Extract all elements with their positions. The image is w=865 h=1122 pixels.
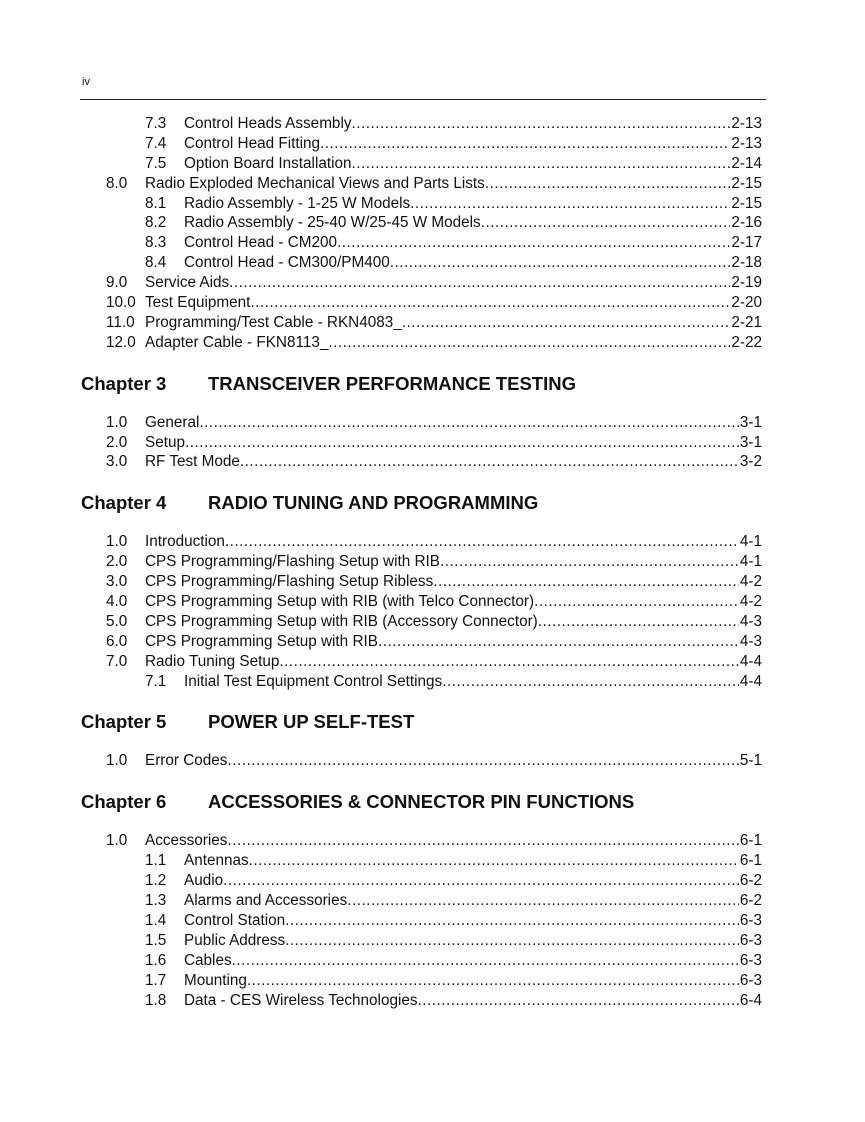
dot-leader — [440, 552, 739, 572]
toc-entry-title: CPS Programming Setup with RIB (with Telco Connector) — [145, 593, 535, 611]
dot-leader — [390, 253, 731, 273]
toc-entry[interactable] — [0, 213, 865, 233]
toc-entry[interactable] — [0, 174, 865, 194]
toc-entry-page: 4-3 — [739, 612, 762, 630]
toc-entry-number: 2.0 — [106, 433, 128, 451]
toc-entry[interactable] — [0, 652, 865, 672]
toc-entry-page: 2-15 — [731, 194, 762, 212]
dot-leader — [185, 433, 739, 453]
toc-entry-page: 4-2 — [739, 593, 762, 611]
toc-entry-title: Antennas — [184, 852, 249, 870]
dot-leader — [240, 452, 739, 472]
dot-leader — [481, 213, 731, 233]
toc-entry-title: Control Station — [184, 911, 286, 929]
toc-entry-title: CPS Programming/Flashing Setup Ribless — [145, 573, 434, 591]
toc-entry-number: 7.4 — [145, 134, 167, 152]
toc-entry-number: 8.1 — [145, 194, 167, 212]
toc-entry-number: 8.0 — [106, 174, 128, 192]
toc-entry-page: 6-2 — [739, 872, 762, 890]
toc-entry[interactable] — [0, 911, 865, 931]
toc-entry-title: Initial Test Equipment Control Settings — [184, 672, 443, 690]
toc-entry-number: 1.0 — [106, 832, 128, 850]
dot-leader — [285, 911, 739, 931]
dot-leader — [199, 413, 738, 433]
dot-leader — [225, 532, 739, 552]
chapter-heading — [0, 472, 865, 532]
dot-leader — [285, 931, 739, 951]
toc-entry-page: 6-3 — [739, 911, 762, 929]
toc-entry[interactable] — [0, 632, 865, 652]
dot-leader — [337, 233, 730, 253]
toc-entry-number: 7.0 — [106, 652, 128, 670]
toc-entry-page: 3-1 — [739, 433, 762, 451]
toc-entry-title: Service Aids — [145, 274, 230, 292]
toc-entry-page: 4-1 — [739, 533, 762, 551]
toc-entry[interactable] — [0, 612, 865, 632]
toc-entry-title: Programming/Test Cable - RKN4083_ — [145, 313, 402, 331]
toc-entry-page: 6-3 — [739, 931, 762, 949]
chapter-label: Chapter 3 — [81, 372, 167, 394]
toc-entry-page: 3-1 — [739, 413, 762, 431]
toc-entry[interactable] — [0, 572, 865, 592]
chapter-label: Chapter 6 — [81, 791, 167, 813]
toc-entry[interactable] — [0, 672, 865, 692]
dot-leader — [410, 194, 730, 214]
toc-entry-number: 2.0 — [106, 553, 128, 571]
toc-entry-number: 1.3 — [145, 892, 167, 910]
toc-entry-number: 8.4 — [145, 254, 167, 272]
toc-entry[interactable] — [0, 931, 865, 951]
toc-entry-title: Radio Exploded Mechanical Views and Parts Lists — [145, 174, 485, 192]
dot-leader — [232, 951, 739, 971]
toc-entry-number: 1.0 — [106, 752, 128, 770]
toc-entry-title: Data - CES Wireless Technologies — [184, 991, 418, 1009]
toc-entry-title: Radio Tuning Setup — [145, 652, 280, 670]
header-rule — [80, 99, 766, 100]
toc-entry-title: Control Head Fitting — [184, 134, 321, 152]
chapter-heading — [0, 691, 865, 751]
table-of-contents — [0, 114, 865, 1010]
dot-leader — [402, 313, 731, 333]
toc-entry-number: 3.0 — [106, 453, 128, 471]
toc-entry-title: Control Heads Assembly — [184, 115, 352, 132]
toc-entry-page: 2-13 — [731, 134, 762, 152]
toc-entry[interactable] — [0, 971, 865, 991]
dot-leader — [352, 114, 731, 134]
toc-entry-number: 1.6 — [145, 951, 167, 969]
toc-entry-number: 1.2 — [145, 872, 167, 890]
toc-entry-page: 2-22 — [731, 333, 762, 351]
page-number: iv — [82, 76, 90, 88]
toc-entry[interactable] — [0, 273, 865, 293]
toc-entry-number: 1.0 — [106, 413, 128, 431]
toc-entry[interactable] — [0, 552, 865, 572]
toc-entry-title: Alarms and Accessories — [184, 892, 348, 910]
toc-entry-title: General — [145, 413, 200, 431]
toc-entry-page: 2-21 — [731, 313, 762, 331]
toc-entry-title: Option Board Installation — [184, 154, 352, 172]
toc-entry[interactable] — [0, 592, 865, 612]
dot-leader — [249, 851, 739, 871]
toc-entry-title: Adapter Cable - FKN8113_ — [145, 333, 329, 351]
toc-entry[interactable] — [0, 433, 865, 453]
toc-entry-title: CPS Programming Setup with RIB (Accessory Connector) — [145, 612, 538, 630]
toc-entry-title: Introduction — [145, 533, 225, 551]
toc-entry-number: 7.5 — [145, 154, 167, 172]
toc-entry-number: 12.0 — [106, 333, 136, 351]
toc-entry-number: 7.1 — [145, 672, 167, 690]
toc-entry-page: 4-3 — [739, 632, 762, 650]
toc-entry-page: 2-15 — [731, 174, 762, 192]
dot-leader — [279, 652, 739, 672]
chapter-title: TRANSCEIVER PERFORMANCE TESTING — [208, 372, 576, 394]
toc-entry[interactable] — [0, 871, 865, 891]
toc-entry-page: 4-4 — [739, 672, 762, 690]
toc-entry-title: Mounting — [184, 971, 247, 989]
toc-entry[interactable] — [0, 233, 865, 253]
toc-entry-number: 1.4 — [145, 911, 167, 929]
chapter-heading — [0, 771, 865, 831]
toc-entry[interactable] — [0, 532, 865, 552]
toc-entry[interactable] — [0, 134, 865, 154]
toc-entry-title: CPS Programming/Flashing Setup with RIB — [145, 553, 441, 571]
toc-entry[interactable] — [0, 452, 865, 472]
toc-entry[interactable] — [0, 333, 865, 353]
toc-entry-number: 6.0 — [106, 632, 128, 650]
toc-entry-page: 2-16 — [731, 214, 762, 232]
toc-entry-number: 1.0 — [106, 533, 128, 551]
toc-entry-page: 2-19 — [731, 274, 762, 292]
toc-entry[interactable] — [0, 313, 865, 333]
toc-entry-page: 5-1 — [739, 752, 762, 770]
toc-entry-page: 4-2 — [739, 573, 762, 591]
toc-entry-page: 4-1 — [739, 553, 762, 571]
toc-entry-page: 2-20 — [731, 294, 762, 312]
toc-entry-title: Control Head - CM300/PM400 — [184, 254, 390, 272]
toc-entry-number: 7.3 — [145, 115, 167, 132]
toc-entry-page: 2-17 — [731, 234, 762, 252]
dot-leader — [534, 592, 739, 612]
toc-entry-title: Radio Assembly - 25-40 W/25-45 W Models — [184, 214, 481, 232]
toc-entry[interactable] — [0, 114, 865, 134]
toc-entry[interactable] — [0, 891, 865, 911]
toc-entry-title: Error Codes — [145, 752, 228, 770]
dot-leader — [328, 333, 730, 353]
toc-entry-title: Public Address — [184, 931, 286, 949]
chapter-title: RADIO TUNING AND PROGRAMMING — [208, 492, 539, 514]
toc-entry-number: 9.0 — [106, 274, 128, 292]
dot-leader — [320, 134, 730, 154]
toc-entry-number: 1.5 — [145, 931, 167, 949]
toc-entry[interactable] — [0, 951, 865, 971]
toc-entry-number: 5.0 — [106, 612, 128, 630]
toc-entry-page: 2-18 — [731, 254, 762, 272]
dot-leader — [352, 154, 731, 174]
toc-entry-number: 1.1 — [145, 852, 167, 870]
toc-entry-page: 6-3 — [739, 971, 762, 989]
toc-entry-number: 8.2 — [145, 214, 167, 232]
toc-entry-title: Cables — [184, 951, 232, 969]
dot-leader — [418, 991, 739, 1011]
toc-entry-title: Test Equipment — [145, 294, 251, 312]
chapter-title: ACCESSORIES & CONNECTOR PIN FUNCTIONS — [208, 791, 635, 813]
toc-entry-title: Setup — [145, 433, 185, 451]
dot-leader — [223, 871, 739, 891]
toc-entry-number: 1.8 — [145, 991, 167, 1009]
toc-entry[interactable] — [0, 851, 865, 871]
toc-entry-title: Audio — [184, 872, 224, 890]
toc-entry-number: 3.0 — [106, 573, 128, 591]
toc-entry-page: 6-2 — [739, 892, 762, 910]
toc-entry-title: Control Head - CM200 — [184, 234, 338, 252]
toc-entry-page: 4-4 — [739, 652, 762, 670]
toc-entry-number: 11.0 — [106, 313, 135, 331]
dot-leader — [442, 672, 739, 692]
toc-entry[interactable] — [0, 194, 865, 214]
dot-leader — [485, 174, 731, 194]
toc-entry[interactable] — [0, 831, 865, 851]
toc-entry-title: Radio Assembly - 1-25 W Models — [184, 194, 411, 212]
toc-entry-page: 6-1 — [739, 832, 762, 850]
toc-entry-title: CPS Programming Setup with RIB — [145, 632, 378, 650]
toc-entry[interactable] — [0, 154, 865, 174]
toc-entry[interactable] — [0, 751, 865, 771]
toc-entry-title: Accessories — [145, 832, 228, 850]
toc-entry-number: 8.3 — [145, 234, 167, 252]
toc-entry-title: RF Test Mode — [145, 453, 240, 471]
chapter-label: Chapter 4 — [81, 492, 167, 514]
toc-entry-page: 2-13 — [731, 115, 762, 132]
toc-entry-page: 6-1 — [739, 852, 762, 870]
chapter-title: POWER UP SELF-TEST — [208, 711, 415, 733]
dot-leader — [227, 751, 738, 771]
dot-leader — [227, 831, 738, 851]
toc-entry-page: 6-3 — [739, 951, 762, 969]
chapter-heading — [0, 353, 865, 413]
toc-entry-page: 6-4 — [739, 991, 762, 1009]
dot-leader — [229, 273, 730, 293]
toc-entry[interactable] — [0, 413, 865, 433]
toc-entry[interactable] — [0, 991, 865, 1011]
toc-entry-number: 1.7 — [145, 971, 167, 989]
dot-leader — [433, 572, 739, 592]
toc-entry-page: 2-14 — [731, 154, 762, 172]
dot-leader — [378, 632, 739, 652]
toc-entry-page: 3-2 — [739, 453, 762, 471]
dot-leader — [250, 293, 730, 313]
dot-leader — [347, 891, 739, 911]
chapter-label: Chapter 5 — [81, 711, 167, 733]
toc-entry[interactable] — [0, 253, 865, 273]
toc-entry[interactable] — [0, 293, 865, 313]
toc-entry-number: 4.0 — [106, 593, 128, 611]
dot-leader — [538, 612, 739, 632]
dot-leader — [247, 971, 739, 991]
toc-entry-number: 10.0 — [106, 294, 136, 312]
